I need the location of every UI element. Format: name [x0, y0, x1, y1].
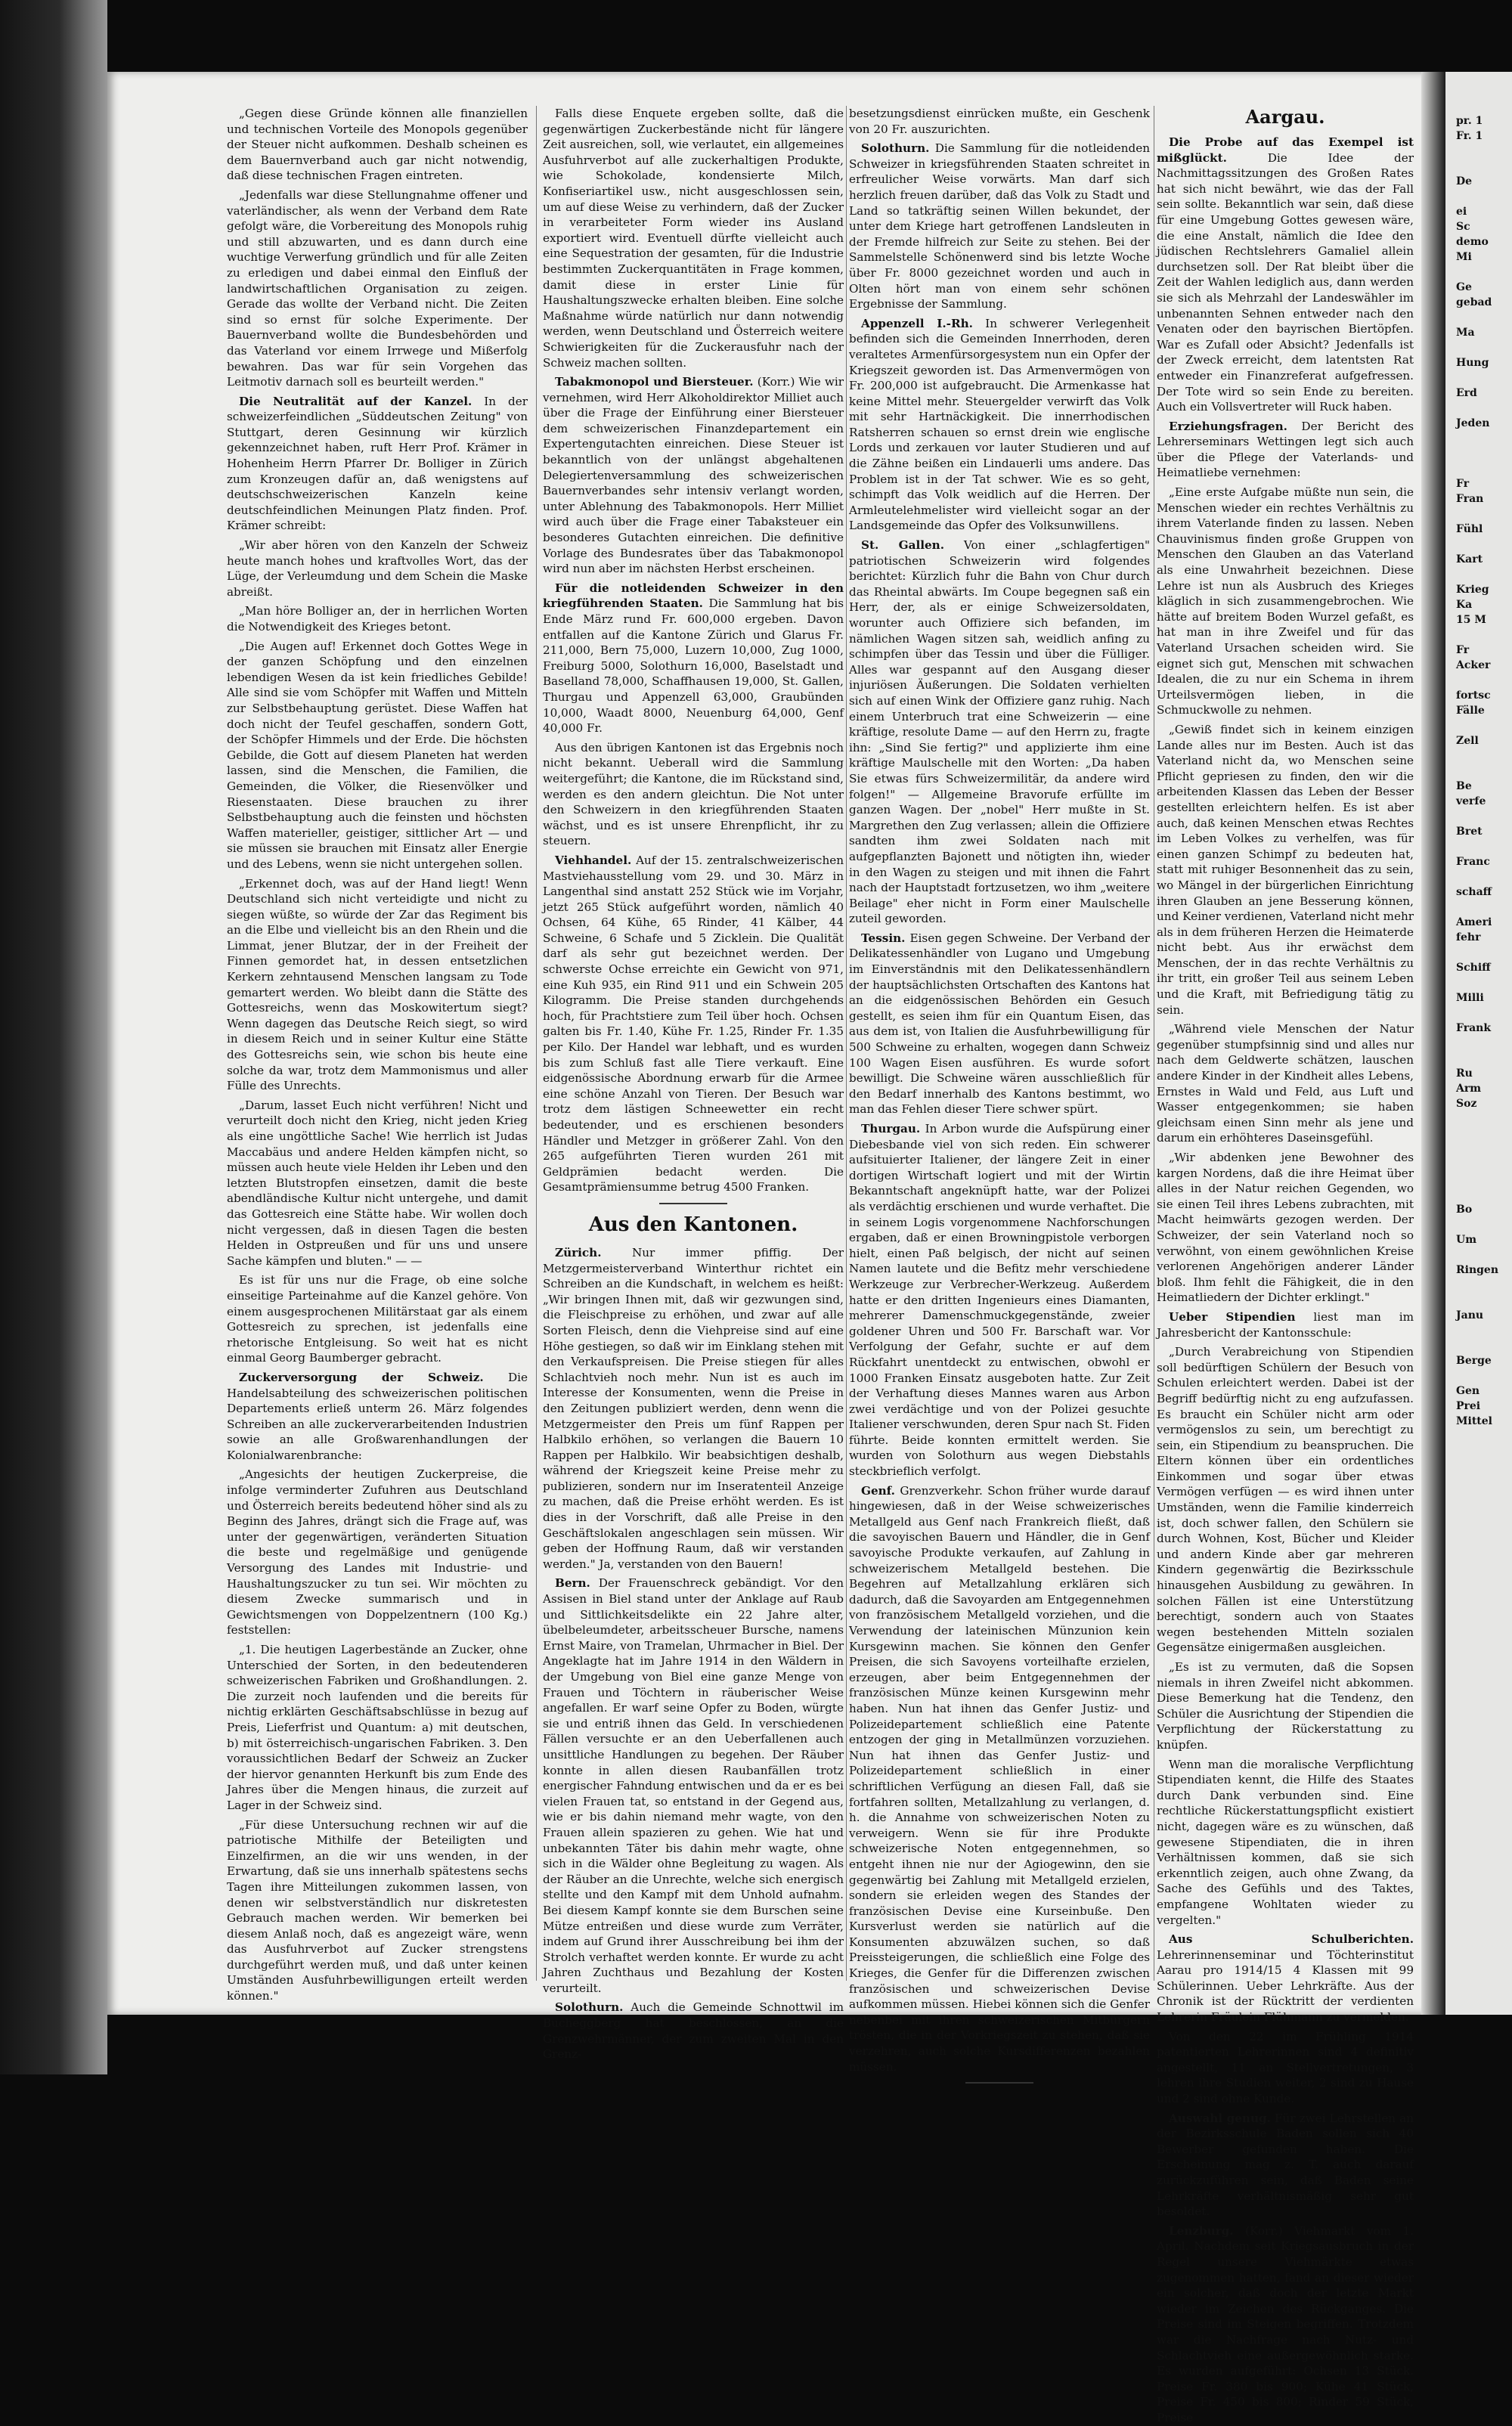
fragment-line	[1456, 1293, 1512, 1308]
fragment-line	[1456, 1172, 1512, 1187]
fragment-line: Ma	[1456, 327, 1475, 339]
previous-page-edge	[0, 0, 107, 2074]
paragraph: „Gewiß findet sich in keinem einzigen Lande alles nur im Besten. Auch ist das Vaterland nicht da, wo Menschen seine Pflicht gepriesen zu finden, den wir die arbeitenden Klassen das Leben der Besser gestellten erleichtern helfen. Es ist aber auch, daß keinen Menschen etwas Rechtes im Leben Volkes zu verhelfen, was für einen ganzen Schimpf zu bedeuten hat, statt mit ruhiger Besonnenheit das zu sein, wo Mängel in der bürgerlichen Einrichtung ihren Glauben an jene Besserung können, und Keiner verdienen, Vaterland nicht mehr als in dem früheren Herzen die Heimaterde nicht bebt. Aus ihr erwächst dem Menschen, der in das rechte Verhältnis zu ihr tritt, ein großer Teil aus seinem Leben und die Kraft, mit Befriedigung tätig zu sein.	[1157, 722, 1414, 1017]
article-text: Der Frauenschreck gebändigt. Vor den Assisen in Biel stand unter der Anklage auf Raub und Sittlichkeitsdelikte ein 22 Jahre alter, übelbeleumdeter, arbeitsscheuer Bursche, namens Ernst Maire, von Tramelan, Uhrmacher in Biel. Der Angeklagte hat im Jahre 1914 in den Wäldern in der Umgebung von Biel eine ganze Menge von Frauen und Töchtern in räuberischer Weise angefallen. Er warf seine Opfer zu Boden, würgte sie und entriß ihnen das Geld. In verschiedenen Fällen versuchte er an den Ueberfallenen auch unsittliche Handlungen zu begehen. Der Räuber konnte in allen diesen Raubanfällen trotz energischer Fahndung entwischen und da er es bei vielen Frauen tat, so entstand in der Gegend aus, wie er bis dahin niemand mehr wagte, von den Frauen allein spazieren zu gehen. Wie hat und unbekannten Täter bis dahin mehr wagte, ohne sich in die Wälder ohne Begleitung zu wagen. Als der Räuber an die Unrechte, welche sich energisch stellte und den Kampf mit dem Unhold aufnahm. Bei diesem Kampf konnte sie dem Burschen seine Mütze entreißen und diese wurde zum Verräter, indem auf Grund ihrer Ausschreibung bei ihm der Strolch verhaftet werden konnte. Er wurde zu acht Jahren Zuchthaus und Bezahlung der Kosten verurteilt.	[543, 1576, 844, 1995]
article-head: Lenzburg.	[1169, 2223, 1234, 2238]
fragment-line: Schiff	[1456, 962, 1491, 974]
fragment-line: Um	[1456, 1234, 1477, 1246]
article-head: Die Probe auf das Exempel ist mißglückt.	[1157, 135, 1414, 165]
article-head: Die Neutralität auf der Kanzel.	[239, 394, 472, 408]
article-text: liest man im Jahresbericht der Kantonsschule:	[1157, 1309, 1414, 1340]
fragment-line	[1456, 1338, 1512, 1353]
fragment-line: fehr	[1456, 931, 1481, 943]
fragment-line: Ru	[1456, 1067, 1473, 1080]
article-text: Der Bericht des Lehrerseminars Wettingen legt sich auch über die Pflege der Vaterlands- und Heimatliebe vernehmen:	[1157, 419, 1414, 480]
article-paragraph	[849, 538, 1150, 927]
article-paragraph	[227, 394, 528, 534]
article-paragraph	[543, 374, 844, 577]
fragment-line: De	[1456, 175, 1473, 187]
article-paragraph	[543, 853, 844, 1195]
fragment-line: Milli	[1456, 992, 1484, 1004]
fragment-line: demo	[1456, 236, 1489, 248]
fragment-line	[1456, 1051, 1512, 1066]
column-3	[849, 106, 1151, 2074]
paragraph: „Während viele Menschen der Natur gegenüber stumpfsinnig sind und alles nur nach dem Geldwerte schätzen, lauschen andere Kinder in der Kindheit alles Lebens, Ernstes in Wald und Feld, aus Luft und Wasser entgegenkommen; sie haben gleichsam einen Sinn mehr als jene und darum ein erhöhteres Daseinsgefühl.	[1157, 1022, 1414, 1145]
article-text: (Korr.) Viehmarkt vom 1. April. Nachdem seit Kriegsausbruch in der Regel unsere Viehmärkte etwas zugenommen hatten, fand an dieser wieder ein solcher, daß doch der letzte Markt wieder im Zeichen des Rückganges. Die Preise sind im Steigen begriffen. Trotzdem war die Nachfrage nach Nutz- und Schlachtvieh eine außergewöhnlich starke. Es wurden aufgeführt: Ochsen 13 Stück. Preise Fr. 380 bis 900; Kühe 41 Stück, Preise Fr. 450 bis 800; Rinder 59 Stück, Preise	[1157, 2223, 1414, 2424]
fragment-line: 15 M	[1456, 614, 1486, 626]
fragment-line	[1456, 1005, 1512, 1021]
fragment-line: Ge	[1456, 281, 1472, 293]
fragment-line	[1456, 1111, 1512, 1126]
fragment-line: Prei	[1456, 1400, 1481, 1412]
fragment-line	[1456, 144, 1512, 159]
article-paragraph	[849, 931, 1150, 1117]
fragment-line	[1456, 975, 1512, 990]
article-head: Aus Schulberichten.	[1169, 1932, 1414, 1947]
article-text: In schwerer Verlegenheit befinden sich die Gemeinden Innerrhoden, deren veraltetes Armenfürsorgesystem nun ein Opfer der Kriegszeit geworden ist. Das Armenvermögen von Fr. 200,000 ist aufgebraucht. Die Armenkasse hat keine Mittel mehr. Steuergelder verwirft das Volk mit sehr Hartnäckigkeit. Die innerrhodischen Ratsherren schauen so ernst drein wie englische Lords und zerkauen vor lauter Studieren und auf die Zähne beißen ein Lindauerli ums andere. Das Problem ist in der Tat schwer. Wie es so geht, schimpft das Volk weidlich auf die Herren. Der Armleutelehmelister wird vielleicht sogar an der Landsgemeinde das Opfer des Volksunwillens.	[849, 316, 1151, 533]
section-heading: Aargau.	[1245, 106, 1325, 128]
fragment-line: Fr	[1456, 478, 1470, 490]
paragraph: „Durch Verabreichung von Stipendien soll bedürftigen Schülern der Besuch von Schulen erleichtert werden. Dabei ist der Begriff bedürftig nicht zu eng aufzufassen. Es braucht ein Schüler nicht arm oder vermögenslos zu sein, um berechtigt zu sein, ein Stipendium zu beanspruchen. Die Eltern können über ein ordentliches Einkommen und sogar über etwas Vermögen verfügen — es wird ihnen unter Umständen, wenn die Familie kinderreich ist, doch schwer fallen, den Schülern sie durch Wohnen, Kost, Bücher und Kleider und andern Kinde aber gar mehreren Kindern gegenwärtig die Bezirksschule hinausgehen Ausbildung zu gewähren. In solchen Fällen ist eine Unterstützung berechtigt, sondern auch von Staates wegen bestehenden Mitteln sozialen Gegensätze einigermaßen ausgleichen.	[1157, 1345, 1414, 1655]
fragment-line: Gen	[1456, 1385, 1480, 1397]
article-head: Viehhandel.	[555, 853, 632, 867]
article-head: Thurgau.	[861, 1122, 921, 1136]
fragment-line	[1456, 446, 1512, 461]
article-head: Genf.	[861, 1483, 895, 1498]
fragment-line	[1456, 764, 1512, 779]
fragment-line: Fr	[1456, 644, 1470, 656]
article-paragraph	[543, 1245, 844, 1572]
fragment-line: Fühl	[1456, 523, 1483, 535]
fragment-line: Ringen	[1456, 1264, 1499, 1276]
fragment-line	[1456, 627, 1512, 643]
article-text: Auf der 15. zentralschweizerischen Mastviehausstellung vom 29. und 30. März in Langenthal sind anstatt 252 Stück wie im Vorjahr, jetzt 265 Stück aufgeführt worden, nämlich 40 Ochsen, 64 Kühe, 65 Rinder, 41 Kälber, 44 Schweine, 6 Schafe und 5 Zicklein. Die Qualität darf als sehr gut bezeichnet werden. Der schwerste Ochse erreichte ein Gewicht von 971, eine Kuh 935, ein Rind 911 und ein Schwein 205 Kilogramm. Die Preise standen durchgehends hoch, für Prachtstiere zum Teil über hoch. Ochsen galten bis Fr. 1.40, Kühe Fr. 1.25, Rinder Fr. 1.35 per Kilo. Der Handel war lebhaft, und es wurden bis zum Schluß fast alle Tiere verkauft. Eine eidgenössische Abordnung erwarb für die Armee eine schöne Anzahl von Tieren. Der Besuch war trotz dem lästigen Schneewetter ein recht bedeutender, und es erschienen besonders Händler und Metzger in größerer Zahl. Von den 265 aufgeführten Tieren wurden 261 mit Geldprämien bedacht werden. Die Gesamtprämiensumme betrug 4500 Franken.	[543, 853, 844, 1194]
fragment-line	[1456, 1368, 1512, 1383]
column-rule	[536, 106, 537, 1981]
fragment-line: Ka	[1456, 599, 1473, 611]
article-paragraph	[1157, 1309, 1414, 1340]
fragment-line	[1456, 748, 1512, 764]
fragment-line	[1456, 507, 1512, 522]
fragment-line: Hung	[1456, 357, 1489, 369]
article-head: Appenzell I.-Rh.	[861, 316, 973, 330]
paragraph: „Es ist zu vermuten, daß die Sopsen niemals in ihren Zweifel nicht abkommen. Diese Bemerkung hat die Tendenz, den Schüler die Ausrichtung der Stipendien die Verpflichtung der Rückerstattung zu knüpfen.	[1157, 1660, 1414, 1752]
fragment-line	[1456, 1187, 1512, 1202]
article-paragraph	[1157, 2223, 1414, 2426]
paragraph: „Wir aber hören von den Kanzeln der Schweiz heute manch hohes und kraftvolles Wort, das der Lüge, der Verleumdung und dem Schein die Maske abreißt.	[227, 538, 528, 599]
fragment-line	[1456, 1126, 1512, 1142]
article-head: Tessin.	[861, 931, 906, 945]
article-head: Solothurn.	[861, 141, 930, 156]
column-4	[1157, 106, 1414, 2424]
article-head: Solothurn.	[555, 2000, 624, 2015]
column-rule	[846, 106, 847, 1981]
column-2	[543, 106, 844, 2062]
fragment-line: Fr. 1	[1456, 130, 1483, 142]
article-paragraph	[1157, 135, 1414, 415]
paragraph: „Die Augen auf! Erkennet doch Gottes Wege in der ganzen Schöpfung und den einzelnen lebendigen Wesen da ist kein friedliches Gebilde! Alle sind sie vom Schöpfer mit Waffen und Mitteln zur Selbstbehauptung gerüstet. Diese Waffen hat doch nicht der Teufel geschaffen, sondern Gott, der Schöpfer Himmels und der Erde. Die höchsten Gebilde, die Gott auf diesem Planeten hat werden lassen, sind die Menschen, die Familien, die Gemeinden, die Völker, die Riesenvölker und Riesenstaaten. Diese brauchen zu ihrer Selbstbehauptung auch die feinsten und höchsten Waffen materieller, geistiger, sittlicher Art — und sie müssen sie brauchen mit Einsatz aller Energie und des Lebens, wenn sie nicht untergehen sollen.	[227, 639, 528, 871]
fragment-line	[1456, 945, 1512, 960]
article-paragraph	[227, 1370, 528, 1464]
paragraph: „Erkennet doch, was auf der Hand liegt! Wenn Deutschland sich nicht verteidigte und nicht zu siegen wüßte, so würde der Zar das Regiment bis an die Elbe und vielleicht bis an den Rhein und die Limmat, jener Blutzar, der in der Freiheit der Finnen gemordet hat, in dessen entsetzlichen Kerkern zehntausend Menschen langsam zu Tode gemartert werden. Wo bleibt dann die Stätte des Gottesreichs, wenn das Moskowitertum siegt? Wenn dagegen das Deutsche Reich siegt, so wird in diesem Reich und in seiner Kultur eine Stätte des Gottesreichs sein, wie schon bis heute eine solche da war, trotz dem Mammonismus und aller Fülle des Unrechts.	[227, 876, 528, 1093]
article-paragraph	[849, 1121, 1150, 1479]
fragment-line: pr. 1	[1456, 115, 1483, 127]
fragment-line	[1456, 1036, 1512, 1051]
fragment-line	[1456, 839, 1512, 854]
article-head: Zürich.	[555, 1245, 602, 1259]
fragment-line: Frank	[1456, 1022, 1492, 1034]
fragment-line: Mittel	[1456, 1415, 1492, 1427]
fragment-line	[1456, 537, 1512, 552]
fragment-line: Fran	[1456, 493, 1484, 505]
next-page-column-fragment	[1456, 113, 1512, 2003]
fragment-line: Be	[1456, 780, 1472, 792]
article-head: Für die notleidenden Schweizer in den kriegführenden Staaten.	[543, 581, 844, 611]
fragment-line: Berge	[1456, 1355, 1492, 1367]
fragment-line: schaff	[1456, 886, 1492, 898]
fragment-line	[1456, 370, 1512, 386]
fragment-line: Sc	[1456, 221, 1470, 233]
article-head: Zuckerversorgung der Schweiz.	[239, 1370, 484, 1384]
fragment-line	[1456, 673, 1512, 688]
article-text: Auch die Gemeinde Schnottwil im Bucheggberg hat beschlossen, an die Grenzwehrmänner, der zum zweiten Mal in den Grenz-	[543, 2000, 844, 2062]
article-head: Ueber Stipendien	[1169, 1309, 1296, 1324]
paragraph: „Jedenfalls war diese Stellungnahme offener und vaterländischer, als wenn der Verband dem Rate gefolgt wäre, die Vorbereitung des Monopols ruhig und still abzuwarten, und es dann durch eine wuchtige Verwerfung gründlich und für alle Zeiten zu erledigen und dabei einmal den Einfluß der landwirtschaftlichen Organisation zu zeigen. Gerade das wollte der Verband nicht. Die Zeiten sind so ernst für solche Experimente. Der Bauernverband wollte die Bundesbehörden und das Vaterland vor einem Irrwege und Mißerfolg bewahren. Das war für sein Vorgehen das Leitmotiv darnach soll es beurteilt werden."	[227, 187, 528, 389]
fragment-line	[1456, 340, 1512, 355]
article-paragraph	[1157, 1932, 1414, 2025]
paragraph: „Angesichts der heutigen Zuckerpreise, die infolge verminderter Zufuhren aus Deutschland und Österreich bereits bedeutend höher sind als zu Beginn des Jahres, drängt sich die Frage auf, was unter der gegenwärtigen, veränderten Situation die beste und regelmäßige und genügende Versorgung des Landes mit Industrie- und Haushaltungszucker zu tun sei. Wir möchten zu diesem Zwecke summarisch und in Gewichtsmengen von Doppelzentnern (100 Kg.) feststellen:	[227, 1467, 528, 1637]
fragment-line: Bo	[1456, 1204, 1473, 1216]
article-paragraph	[849, 1483, 1150, 2075]
page-gutter	[1421, 72, 1445, 2015]
paragraph: Es ist für uns nur die Frage, ob eine solche einseitige Parteinahme auf die Kanzel gehöre. Von einem ausgesprochenen Militärstaat gar als einem Gottesreich zu sprechen, ist jedenfalls eine rhetorische Entgleisung. So weit hat es nicht einmal Georg Baumberger gebracht.	[227, 1273, 528, 1365]
article-head: Tabakmonopol und Biersteuer.	[555, 375, 754, 389]
fragment-line	[1456, 1217, 1512, 1232]
fragment-line	[1456, 401, 1512, 416]
article-paragraph	[543, 1576, 844, 1996]
article-paragraph	[1157, 419, 1414, 481]
article-text: Die Sammlung für die notleidenden Schweizer in kriegsführenden Staaten schreitet in erfreulicher Weise vorwärts. Man darf sich herzlich freuen darüber, daß das Volk zu Stadt und Land so tatkräftig seinen Willen bekundet, der unter dem Kriege hart getroffenen Landsleuten in der Fremde hilfreich zur Seite zu stehen. Bei der Sammelstelle Schönenwerd sind bis letzte Woche über Fr. 8000 gezeichnet worden und auch in Olten hört man von einem sehr schönen Ergebnisse der Sammlung.	[849, 141, 1151, 311]
fragment-line: Kart	[1456, 553, 1483, 565]
article-paragraph	[543, 581, 844, 736]
fragment-line: fortsc	[1456, 689, 1491, 702]
article-text: Eisen gegen Schweine. Der Verband der Delikatessenhändler von Lugano und Umgebung im Einverständnis mit den Delikatessenhändlern der hauptsächlichsten Ortschaften des Kantons hat an die eidgenössischen Behörden ein Gesuch gestellt, es seien ihm für ein Quantum Eisen, das aus dem ist, von Italien die Ausfuhrbewilligung für 500 Schweine zu erhalten, wogegen dann Schweiz 100 Wagen Eisen ausführen. Es wurde sofort bewilligt. Die Schweine wären ausschließlich für den Bedarf innerhalb des Kantons bestimmt, wo man das Fehlen dieser Tiere schwer spürt.	[849, 931, 1150, 1117]
article-paragraph	[543, 2000, 844, 2062]
column-1	[227, 106, 528, 2003]
article-head: St. Gallen.	[861, 538, 944, 553]
fragment-line	[1456, 431, 1512, 446]
fragment-line	[1456, 718, 1512, 733]
fragment-line	[1456, 310, 1512, 325]
paragraph: „Man höre Bolliger an, der in herrlichen Worten die Notwendigkeit des Krieges betont.	[227, 604, 528, 634]
fragment-line	[1456, 900, 1512, 915]
fragment-line: Krieg	[1456, 584, 1489, 596]
paragraph: Von den 22 im Frühling 1914 patentierten Lehrerinnen sind 4 definitiv angestellt, 11 an Stellvertretungen, 3 lehren ihre Studien weiter, 2 sind zu Hause und 2 sind ohne Kunde.	[1157, 2029, 1414, 2106]
article-text: Lehrerinnenseminar und Töchterinstitut Aarau pro 1914/15 4 Klassen mit 99 Schülerinnen. Ueber Lehrkräfte. Aus der Chronik ist der Rücktritt der verdienten Lehrerin Fräulein Flühmann zu vermelden.	[1157, 1947, 1414, 2025]
paragraph: Wenn man die moralische Verpflichtung Stipendiaten kennt, die Hilfe des Staates durch Dank verbunden sind. Eine rechtliche Rückerstattungspflicht existiert nicht, dagegen wäre es zu wünschen, daß gewesene Stipendiaten, die in ihren Verhältnissen kommen, daß sie sich erkenntlich zeigen, auch ohne Zwang, da Sache des Gefühls und des Taktes, empfangene Wohltaten wieder zu vergelten."	[1157, 1757, 1414, 1927]
fragment-line: Franc	[1456, 856, 1490, 868]
article-text: In Arbon wurde die Aufspürung einer Diebesbande viel von sich reden. Ein schwerer aufsituierter Italiener, der längere Zeit in einer dortigen Wirtschaft logiert und mit der Wirtin Bekanntschaft angeknüpft hatte, war der Polizei als verdächtig erschienen und wurde verhaftet. Die in seinem Logis vorgenommene Nachforschungen ergaben, daß er einen Browningpistole verborgen hielt, einen Paß belgisch, der nicht auf seinen Namen lautete und die Befitz mehr verschiedene Werkzeuge zur Verbrecher-Werkzeug. Außerdem hatte er den dritten Ingenieurs eines Diamanten, mehrerer Damenschmuckgegenstände, zweier goldener Uhren und 500 Fr. Barschaft war. Vor Verfolgung der Gefahr, suchte er auf dem Rückfahrt unentdeckt zu entwischen, obwohl er 1000 Franken Einsatz ausgeboten hatte. Zur Zeit der Verhaftung dieses Mannes waren aus Arbon zwei verdächtige und von der Polizei gesuchte Italiener verschwunden, deren Spur nach St. Fiden führte. Beide konnten ermittelt werden. Sie wurden von Solothurn aus wegen Diebstahls steckbrieflich verfolgt.	[849, 1122, 1151, 1479]
fragment-line: Arm	[1456, 1083, 1482, 1095]
paragraph: „Für diese Untersuchung rechnen wir auf die patriotische Mithilfe der Beteiligten und Einzelfirmen, an die wir uns wenden, in der Erwartung, daß sie uns innerhalb spätestens sechs Tagen ihre Mitteilungen zukommen lassen, von denen wir selbstverständlich nur diskretesten Gebrauch machen werden. Wir bemerken bei diesem Anlaß noch, daß es angezeigt wäre, wenn das Ausfuhrverbot auf Zucker strengstens durchgeführt werden muß, und daß unter keinen Umständen Ausfuhrbewilligungen erteilt werden können."	[227, 1817, 528, 2003]
paragraph: „Darum, lasset Euch nicht verführen! Nicht und verurteilt doch nicht den Krieg, nicht jeden Krieg als eine ungöttliche Sache! Wie herrlich ist Judas Maccabäus und andere Helden kämpfen nicht, so müssen auch heute viele Helden ihr Leben und den letzten Blutstropfen einsetzen, damit die beste abendländische Kultur nicht untergehe, und damit das Gottesreich eine Stätte habe. Wir wollen doch nicht vergessen, daß in diesen Tagen die besten Helden in Ostpreußen und für uns und unsere Sache kämpfen und bluten." — —	[227, 1098, 528, 1268]
fragment-line	[1456, 1247, 1512, 1263]
article-head: Auswahl genug.	[1169, 2111, 1271, 2125]
paragraph: „Eine erste Aufgabe müßte nun sein, die Menschen wieder ein rechtes Verhältnis zu ihrem Vaterlande finden zu lassen. Neben Chauvinismus finden große Gruppen von Menschen den Glauben an das Vaterland als eine Unwahrheit bezeichnen. Diese Lehre ist nun als Ausbruch des Krieges kläglich in sich zusammengebrochen. Wie hätte auf breitem Boden Wurzel gefaßt, es hat man in ihre Zweifel und für das Vaterland Ursachen scheiden wird. Sie eignet sich gut, Menschen mit schwachen Idealen, die zu nur ein Schema in ihrem Urteilsvermögen lieben, in die Schmuckwolle zu nehmen.	[1157, 485, 1414, 717]
fragment-line: Ameri	[1456, 916, 1492, 928]
article-text: In der schweizerfeindlichen „Süddeutschen Zeitung" von Stuttgart, deren Gesinnung wir kürzlich gekennzeichnet haben, ruft Herr Prof. Krämer in Hohenheim Herrn Pfarrer Dr. Bolliger in Zürich zum Kronzeugen dafür an, daß wenigstens auf deutschschweizerischen Kanzeln keine deutschfeindlichen Meinungen Platz finden. Prof. Krämer schreibt:	[227, 394, 528, 533]
fragment-line	[1456, 567, 1512, 582]
fragment-line	[1456, 1157, 1512, 1172]
paragraph: „Gegen diese Gründe können alle finanziellen und technischen Vorteile des Monopols gegenüber der Steuer nicht aufkommen. Deshalb scheinen es dem Bauernverband auch gar nicht notwendig, daß diese technischen Fragen eintreten.	[227, 107, 528, 183]
fragment-line	[1456, 461, 1512, 476]
article-text: Die Idee der Nachmittagssitzungen des Großen Rates hat sich nicht bewährt, wie das der Fall sein sollte. Bekanntlich war sein, daß diese für eine Umgebung Gottes gewesen wäre, die eine Anstalt, nämlich die Idee den jüdischen Rechtslehrers Gamaliel allein durchsetzen soll. Der Rat bleibt über die Zeit der Wahlen lediglich aus, dann werden sie sich als Mehrzahl der Landeswähler im unbenannten Sehnen entweder nach den Venaten oder den bayrischen Biertöpfen. War es Zufall oder Absicht? Jedenfalls ist der Zweck erreicht, dem latentsten Rat entweder ein Finanzreferat aufgefressen. Der Tote wird so sein Ende zu bereiten. Auch ein Vollsvertreter will Ruck haben.	[1157, 150, 1414, 414]
fragment-line: Mi	[1456, 251, 1472, 263]
article-head: Erziehungsfragen.	[1169, 419, 1287, 433]
fragment-line: Erd	[1456, 387, 1477, 399]
article-text: Von einer „schlagfertigen" patriotischen Schweizerin wird folgendes berichtet: Kürzlich fuhr die Bahn von Chur durch das Rheintal abwärts. Im Coupe begegnen saß ein Herr, der, als er einige Schweizersoldaten, worunter auch Offiziere sich befanden, im nämlichen Wagen sitzen sah, weidlich anfing zu schimpfen über das Tessin und über die Fülliger. Alles war gespannt auf den Ausgang dieser injuriösen Äußerungen. Die Soldaten verhielten sich auf einen Wink der Offiziere ganz ruhig. Nach einem Unterbruch trat eine Schweizerin — eine kräftige, resolute Dame — auf den Herrn zu, fragte ihn: „Sind Sie fertig?" und applizierte ihm eine kräftige Maulschelle mit den Worten: „Da haben Sie etwas fürs Schweizermilitär, da andere wird folgen!" — Allgemeine Bravorufe erfüllte im ganzen Wagen. Der „nobel" Herr mußte in St. Margrethen den Zug verlassen; allein die Offiziere sandten ihm zwei Soldaten nach mit aufgepflanzten Bajonett und nötigten ihn, wieder in den Wagen zu steigen und mit ihnen die Fahrt nach der Hauptstadt fortzusetzen, wo ihm „weitere Beilage" eher nicht in Form einer Maulschelle zuteil geworden.	[849, 538, 1151, 926]
section-heading: Aus den Kantonen.	[588, 1213, 798, 1236]
fragment-line: Fälle	[1456, 705, 1485, 717]
article-text: Für zwei Lehrstellen an der Bezirksschule Baden sollen sich 40 Bewerber gefunden haben. Die Erscheinung mag z. T. auch darauf zurückzuführen sein, daß Baden seine Lehrkräfte verhältnismäßig sehr gut besoldet.	[1157, 2111, 1414, 2219]
article-text: Nur immer pfiffig. Der Metzgermeisterverband Winterthur richtet ein Schreiben an die Kundschaft, in welchem es heißt: „Wir bringen Ihnen mit, daß wir gezwungen sind, die Fleischpreise zu erhöhen, und zwar auf alle Sorten Fleisch, denn die Viehpreise sind auf eine Höhe gestiegen, so daß wir im Einklang stehen mit den Verkaufspreisen. Die Preise stiegen für alles Schlachtvieh noch mehr. Nun ist es auch im Interesse der Konsumenten, wenn die Preise in den Zeitungen publiziert werden, denn wenn die Metzgermeister den Preis um fünf Rappen per Halbkilo erhöhen, so verlangen die Bauern 10 Rappen per Halbkilo. Wir beabsichtigen deshalb, während der Kriegszeit keine Preise mehr zu publizieren, sondern nur im Inseratenteil Anzeige zu machen, daß die Preise erhöht werden. Es ist dies in der Vorschrift, daß alle Preise in den Geschäftslokalen angeschlagen sein müssen. Wir geben der Hoffnung Raum, daß wir verstanden werden." Ja, verstanden von den Bauern!	[543, 1245, 844, 1571]
article-paragraph	[1157, 2111, 1414, 2220]
fragment-line: Bret	[1456, 826, 1483, 838]
fragment-line	[1456, 189, 1512, 204]
article-paragraph	[849, 316, 1150, 534]
section-divider	[659, 1203, 727, 1204]
article-text: (Korr.) Wie wir vernehmen, wird Herr Alkoholdirektor Milliet auch über die Frage der Einführung einer Biersteuer dem schweizerischen Finanzdepartement ein Expertengutachten einreichen. Diese Steuer ist bekanntlich von der unlängst abgehaltenen Delegiertenversammlung des schweizerischen Bauernverbandes sehr intensiv verlangt worden, unter Ablehnung des Tabakmonopols. Herr Milliet wird auch über die Frage einer Tabaksteuer ein besonderes Gutachten einreichen. Die definitive Vorlage des Bundesrates über das Tabakmonopol wird nun aber im nächsten Herbst erscheinen.	[543, 375, 844, 576]
fragment-line: ei	[1456, 206, 1467, 218]
article-text: Die Handelsabteilung des schweizerischen politischen Departements erließ unterm 26. März folgendes Schreiben an alle zuckerverarbeitenden Industrien sowie an alle Großwarenhandlungen der Kolonialwarenbranche:	[227, 1370, 528, 1462]
article-head: Bern.	[555, 1576, 590, 1591]
fragment-line: Jeden	[1456, 417, 1490, 429]
article-paragraph	[849, 141, 1150, 312]
fragment-line: gebad	[1456, 296, 1492, 308]
fragment-line	[1456, 1278, 1512, 1293]
fragment-line: Zell	[1456, 735, 1479, 747]
fragment-line: Janu	[1456, 1309, 1484, 1321]
paragraph: „1. Die heutigen Lagerbestände an Zucker, ohne Unterschied der Sorten, in den bedeutenderen schweizerischen Fabriken und Großhandlungen. 2. Die zurzeit noch laufenden und die bereits für nichtig erklärten Geschäftsabschlüsse in bezug auf Preis, Lieferfrist und Quantum: a) mit deutschen, b) mit österreichisch-ungarischen Fabriken. 3. Den voraussichtlichen Bedarf der Schweiz an Zucker der hiervor genannten Herkunft bis zum Ende des Jahres über die Mengen hinaus, die zurzeit auf Lager in der Schweiz sind.	[227, 1643, 528, 1812]
fragment-line	[1456, 1142, 1512, 1157]
fragment-line: Soz	[1456, 1098, 1477, 1110]
article-text: Die Sammlung hat bis Ende März rund Fr. 600,000 ergeben. Davon entfallen auf die Kantone Zürich und Glarus Fr. 211,000, Bern 75,000, Luzern 10,000, Zug 1000, Freiburg 5000, Solothurn 16,000, Baselstadt und Baselland 78,000, Schaffhausen 19,000, St. Gallen, Thurgau und Appenzell 63,000, Graubünden 10,000, Waadt 8000, Neuenburg 64,000, Genf 40,000 Fr.	[543, 596, 844, 736]
fragment-line	[1456, 1323, 1512, 1338]
paragraph: besetzungsdienst einrücken mußte, ein Geschenk von 20 Fr. auszurichten.	[849, 107, 1150, 136]
paragraph: „Wir abdenken jene Bewohner des kargen Nordens, daß die ihre Heimat über alles in der Natur reichen Gegenden, wo sie einen Teil ihres Lebens zubrachten, mit Macht heimwärts gezogen werden. Der Schweizer, der sein Vaterland noch so verwöhnt, von einem gewöhnlichen Kreise verlorenen Angehörigen anderer Länder bloß. Ihm fehlt die Fähigkeit, die in den Heimatliedern der Dichter erklingt."	[1157, 1151, 1414, 1305]
fragment-line	[1456, 869, 1512, 885]
paragraph: Aus den übrigen Kantonen ist das Ergebnis noch nicht bekannt. Ueberall wird die Sammlung weitergeführt; die Kantone, die im Rückstand sind, werden es den andern gleichtun. Die Not unter den Schweizern in den kriegführenden Staaten wächst, und es ist unsere Ehrenpflicht, ihr zu steuern.	[543, 740, 844, 848]
fragment-line	[1456, 159, 1512, 174]
fragment-line	[1456, 809, 1512, 824]
fragment-line: verfe	[1456, 795, 1486, 807]
fragment-line: Acker	[1456, 659, 1491, 671]
fragment-line	[1456, 265, 1512, 280]
section-divider	[965, 2082, 1033, 2084]
article-text: Grenzverkehr. Schon früher wurde darauf hingewiesen, daß in der Weise schweizerisches Metallgeld aus Genf nach Frankreich fließt, daß die savoyischen Bauern und Händler, die in Genf savoyische Produkte verkaufen, auf Zahlung in schweizerischem Metallgeld bestehen. Die Begehren auf Metallzahlung erklären sich dadurch, daß die Savoyarden am Entgegennehmen von französischem Metallgeld vorziehen, und die Verwendung der lateinischen Münzunion kein Kursgewinn machen. Sie können den Genfer Preisen, die sich Savoyens vorteilhafte erzielen, erzeugen, aber beim Entgegennehmen der französischen Münze keinen Kursgewinn mehr haben. Nun hat ihnen das Genfer Justiz- und Polizeidepartement schließlich eine Patente entzogen der ging in Metallmünzen vorzuziehen. Nun hat ihnen das Genfer Justiz- und Polizeidepartement schließlich in einer schriftlichen Verfügung an diesen Fall, daß sie fortfahren sollten, Metallzahlung zu verlangen, d. h. die Annahme von schweizerischen Noten zu verweigern. Wenn sie für ihre Produkte schweizerische Noten entgegennehmen, so entgeht ihnen nie nur der Agiogewinn, den sie gegenwärtig bei Zahlung mit Metallgeld erzielen, sondern sie erleiden wegen des Standes der französischen Devise eine Kurseinbuße. Den Kursverlust werden sie natürlich auf die Konsumenten abzuwälzen suchen, so daß Preissteigerungen, die schließlich eine Folge des Krieges, die Genfer für die Differenzen zwischen französischen und schweizerischen Devise aufkommen müssen. Hiebei können sich die Genfer nebenbei mit ihren schweizerischen Mitbürgern trösten, die in der Vorkriegszeit zu stehen, daß sie verzehren, auch solche Kursdifferenzen bezahlen müssen.	[849, 1483, 1150, 2074]
paragraph: Falls diese Enquete ergeben sollte, daß die gegenwärtigen Zuckerbestände nicht für längere Zeit ausreichen, soll, wie verlautet, ein allgemeines Ausfuhrverbot auf alle zuckerhaltigen Produkte, wie Schokolade, kondensierte Milch, Konfiseriartikel usw., nicht ausgeschlossen sein, um auf diese Weise zu verhindern, daß der Zucker in verarbeiteter Form wieder ins Ausland exportiert wird. Eventuell dürfte vielleicht auch eine Sequestration der gesamten, für die Industrie bestimmten Zuckerquantitäten in Frage kommen, damit diese in erster Linie für Haushaltungszwecke erhalten bleiben. Eine solche Maßnahme würde natürlich nur dann notwendig werden, wenn Deutschland und Österreich weitere Schwierigkeiten für die Zuckerausfuhr nach der Schweiz machen sollten.	[543, 107, 844, 370]
